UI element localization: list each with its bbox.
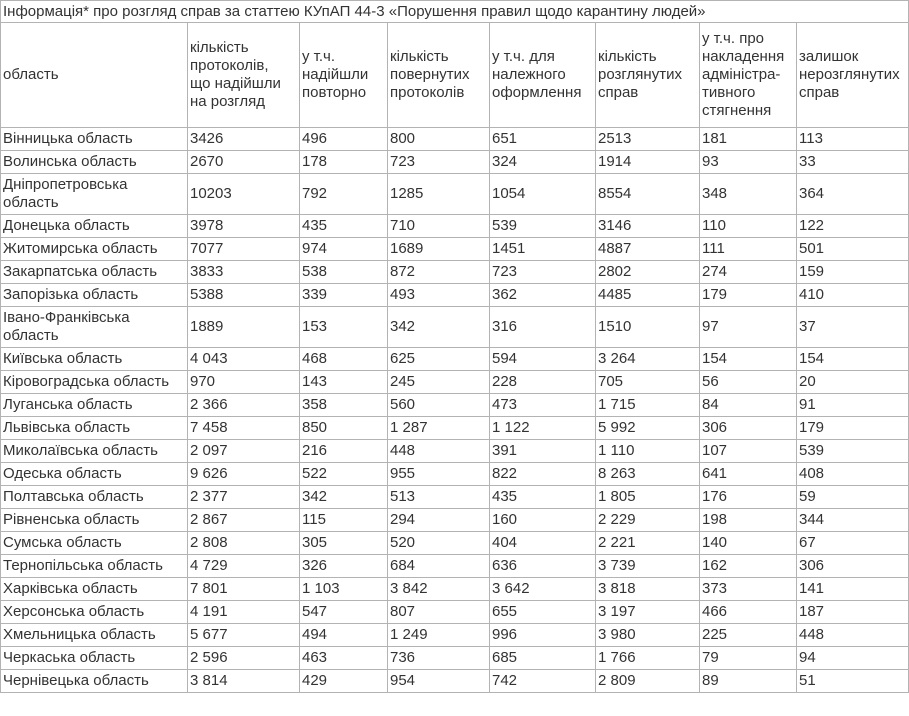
- penalty-cell: 179: [700, 284, 797, 307]
- region-cell: Київська область: [1, 348, 188, 371]
- considered-cell: 2 809: [596, 670, 700, 693]
- region-cell: Херсонська область: [1, 601, 188, 624]
- header-line: у т.ч. для: [492, 48, 555, 65]
- table-row: [1, 417, 909, 440]
- improper-cell: 473: [490, 394, 596, 417]
- table-row: [1, 371, 909, 394]
- protocols-received-cell: 9 626: [188, 463, 300, 486]
- considered-cell: 3 739: [596, 555, 700, 578]
- penalty-cell: 93: [700, 151, 797, 174]
- protocols-received-cell: 7077: [188, 238, 300, 261]
- penalty-cell: 110: [700, 215, 797, 238]
- returned-cell: 294: [388, 509, 490, 532]
- improper-cell: 651: [490, 128, 596, 151]
- returned-cell: 1 249: [388, 624, 490, 647]
- penalty-cell: 348: [700, 174, 797, 215]
- header-line: кількість: [190, 39, 249, 56]
- returned-cell: 1 287: [388, 417, 490, 440]
- returned-cell: 807: [388, 601, 490, 624]
- remaining-cell: 20: [797, 371, 909, 394]
- header-line: у т.ч. про: [702, 30, 764, 47]
- table-row: [1, 394, 909, 417]
- remaining-cell: 141: [797, 578, 909, 601]
- improper-cell: 316: [490, 307, 596, 348]
- remaining-cell: 33: [797, 151, 909, 174]
- returned-cell: 723: [388, 151, 490, 174]
- repeated-cell: 115: [300, 509, 388, 532]
- region-cell: Закарпатська область: [1, 261, 188, 284]
- region-cell: Житомирська область: [1, 238, 188, 261]
- repeated-cell: 468: [300, 348, 388, 371]
- protocols-received-cell: 4 043: [188, 348, 300, 371]
- repeated-cell: 547: [300, 601, 388, 624]
- considered-cell: 3146: [596, 215, 700, 238]
- considered-cell: 1 766: [596, 647, 700, 670]
- header-line: повернутих: [390, 66, 470, 83]
- protocols-received-cell: 970: [188, 371, 300, 394]
- region-cell: Кіровоградська область: [1, 371, 188, 394]
- remaining-cell: 159: [797, 261, 909, 284]
- penalty-cell: 225: [700, 624, 797, 647]
- region-cell: Сумська область: [1, 532, 188, 555]
- repeated-cell: 429: [300, 670, 388, 693]
- protocols-received-cell: 7 801: [188, 578, 300, 601]
- considered-cell: 2513: [596, 128, 700, 151]
- considered-cell: 3 197: [596, 601, 700, 624]
- penalty-cell: 84: [700, 394, 797, 417]
- remaining-cell: 122: [797, 215, 909, 238]
- repeated-cell: 305: [300, 532, 388, 555]
- repeated-cell: 1 103: [300, 578, 388, 601]
- protocols-received-cell: 4 191: [188, 601, 300, 624]
- header-line: справ: [598, 84, 639, 101]
- repeated-cell: 342: [300, 486, 388, 509]
- improper-cell: 636: [490, 555, 596, 578]
- returned-cell: 342: [388, 307, 490, 348]
- header-line: протоколів: [390, 84, 465, 101]
- region-cell: Луганська область: [1, 394, 188, 417]
- table-row: [1, 555, 909, 578]
- table-row: [1, 578, 909, 601]
- region-cell: Волинська область: [1, 151, 188, 174]
- remaining-cell: 187: [797, 601, 909, 624]
- protocols-received-cell: 3 814: [188, 670, 300, 693]
- penalty-cell: 641: [700, 463, 797, 486]
- improper-cell: 742: [490, 670, 596, 693]
- remaining-cell: 51: [797, 670, 909, 693]
- remaining-cell: 364: [797, 174, 909, 215]
- region-cell: Донецька область: [1, 215, 188, 238]
- table-row: [1, 128, 909, 151]
- improper-cell: 723: [490, 261, 596, 284]
- table-row: [1, 174, 909, 215]
- repeated-cell: 494: [300, 624, 388, 647]
- protocols-received-cell: 3978: [188, 215, 300, 238]
- considered-cell: 1 805: [596, 486, 700, 509]
- protocols-received-cell: 4 729: [188, 555, 300, 578]
- considered-cell: 3 980: [596, 624, 700, 647]
- header-returned: [388, 23, 490, 128]
- table-row: [1, 348, 909, 371]
- penalty-cell: 97: [700, 307, 797, 348]
- table-row: [1, 532, 909, 555]
- header-line: що надійшли: [190, 75, 281, 92]
- region-cell: Вінницька область: [1, 128, 188, 151]
- repeated-cell: 435: [300, 215, 388, 238]
- header-line: накладення: [702, 48, 785, 65]
- considered-cell: 1 715: [596, 394, 700, 417]
- improper-cell: 685: [490, 647, 596, 670]
- improper-cell: 160: [490, 509, 596, 532]
- table-row: [1, 440, 909, 463]
- considered-cell: 1914: [596, 151, 700, 174]
- remaining-cell: 179: [797, 417, 909, 440]
- protocols-received-cell: 2 808: [188, 532, 300, 555]
- returned-cell: 800: [388, 128, 490, 151]
- repeated-cell: 216: [300, 440, 388, 463]
- returned-cell: 955: [388, 463, 490, 486]
- repeated-cell: 974: [300, 238, 388, 261]
- header-line: надійшли: [302, 66, 369, 83]
- improper-cell: 228: [490, 371, 596, 394]
- protocols-received-cell: 2 596: [188, 647, 300, 670]
- improper-cell: 1 122: [490, 417, 596, 440]
- considered-cell: 1510: [596, 307, 700, 348]
- protocols-received-cell: 2670: [188, 151, 300, 174]
- penalty-cell: 181: [700, 128, 797, 151]
- protocols-received-cell: 7 458: [188, 417, 300, 440]
- improper-cell: 996: [490, 624, 596, 647]
- improper-cell: 1054: [490, 174, 596, 215]
- improper-cell: 655: [490, 601, 596, 624]
- remaining-cell: 448: [797, 624, 909, 647]
- repeated-cell: 792: [300, 174, 388, 215]
- penalty-cell: 162: [700, 555, 797, 578]
- repeated-cell: 463: [300, 647, 388, 670]
- header-region: область: [1, 23, 188, 128]
- table-title-row: [1, 1, 909, 23]
- returned-cell: 520: [388, 532, 490, 555]
- header-penalty: [700, 23, 797, 128]
- header-line: у т.ч.: [302, 48, 336, 65]
- region-cell: Дніпропетровська область: [1, 174, 188, 215]
- improper-cell: 404: [490, 532, 596, 555]
- improper-cell: 3 642: [490, 578, 596, 601]
- header-considered: [596, 23, 700, 128]
- region-cell: Хмельницька область: [1, 624, 188, 647]
- considered-cell: 8 263: [596, 463, 700, 486]
- protocols-received-cell: 2 867: [188, 509, 300, 532]
- header-line: залишок: [799, 48, 859, 65]
- penalty-cell: 111: [700, 238, 797, 261]
- region-cell: Львівська область: [1, 417, 188, 440]
- considered-cell: 3 264: [596, 348, 700, 371]
- table-row: [1, 486, 909, 509]
- repeated-cell: 358: [300, 394, 388, 417]
- protocols-received-cell: 3426: [188, 128, 300, 151]
- protocols-received-cell: 2 366: [188, 394, 300, 417]
- repeated-cell: 326: [300, 555, 388, 578]
- improper-cell: 1451: [490, 238, 596, 261]
- returned-cell: 710: [388, 215, 490, 238]
- table-row: [1, 284, 909, 307]
- returned-cell: 493: [388, 284, 490, 307]
- header-line: на розгляд: [190, 93, 265, 110]
- returned-cell: 560: [388, 394, 490, 417]
- table-row: [1, 670, 909, 693]
- header-line: повторно: [302, 84, 367, 101]
- repeated-cell: 850: [300, 417, 388, 440]
- returned-cell: 513: [388, 486, 490, 509]
- improper-cell: 391: [490, 440, 596, 463]
- penalty-cell: 89: [700, 670, 797, 693]
- returned-cell: 954: [388, 670, 490, 693]
- header-repeated: [300, 23, 388, 128]
- table-row: [1, 151, 909, 174]
- considered-cell: 2 221: [596, 532, 700, 555]
- penalty-cell: 466: [700, 601, 797, 624]
- header-line: стягнення: [702, 102, 772, 119]
- repeated-cell: 178: [300, 151, 388, 174]
- remaining-cell: 539: [797, 440, 909, 463]
- returned-cell: 684: [388, 555, 490, 578]
- repeated-cell: 339: [300, 284, 388, 307]
- header-line: адміністра-: [702, 66, 781, 83]
- remaining-cell: 410: [797, 284, 909, 307]
- returned-cell: 1689: [388, 238, 490, 261]
- header-improper: [490, 23, 596, 128]
- header-protocols-received: [188, 23, 300, 128]
- improper-cell: 594: [490, 348, 596, 371]
- considered-cell: 2 229: [596, 509, 700, 532]
- repeated-cell: 522: [300, 463, 388, 486]
- protocols-received-cell: 5 677: [188, 624, 300, 647]
- considered-cell: 1 110: [596, 440, 700, 463]
- protocols-received-cell: 10203: [188, 174, 300, 215]
- considered-cell: 2802: [596, 261, 700, 284]
- repeated-cell: 538: [300, 261, 388, 284]
- remaining-cell: 501: [797, 238, 909, 261]
- region-cell: Черкаська область: [1, 647, 188, 670]
- region-cell: Миколаївська область: [1, 440, 188, 463]
- remaining-cell: 59: [797, 486, 909, 509]
- table-row: [1, 307, 909, 348]
- table-title: Інформація* про розгляд справ за статтею КУпАП 44-3 «Порушення правил щодо карантину людей»: [1, 1, 909, 23]
- repeated-cell: 153: [300, 307, 388, 348]
- header-line: розглянутих: [598, 66, 682, 83]
- table-row: [1, 624, 909, 647]
- considered-cell: 3 818: [596, 578, 700, 601]
- remaining-cell: 154: [797, 348, 909, 371]
- region-cell: Рівненська область: [1, 509, 188, 532]
- table-row: [1, 261, 909, 284]
- remaining-cell: 37: [797, 307, 909, 348]
- header-remaining: [797, 23, 909, 128]
- considered-cell: 4887: [596, 238, 700, 261]
- improper-cell: 539: [490, 215, 596, 238]
- header-line: належного: [492, 66, 566, 83]
- penalty-cell: 154: [700, 348, 797, 371]
- penalty-cell: 79: [700, 647, 797, 670]
- remaining-cell: 94: [797, 647, 909, 670]
- repeated-cell: 143: [300, 371, 388, 394]
- header-line: справ: [799, 84, 840, 101]
- penalty-cell: 373: [700, 578, 797, 601]
- protocols-received-cell: 1889: [188, 307, 300, 348]
- considered-cell: 705: [596, 371, 700, 394]
- region-cell: Одеська область: [1, 463, 188, 486]
- returned-cell: 3 842: [388, 578, 490, 601]
- returned-cell: 872: [388, 261, 490, 284]
- region-cell: Запорізька область: [1, 284, 188, 307]
- region-cell: Харківська область: [1, 578, 188, 601]
- penalty-cell: 274: [700, 261, 797, 284]
- penalty-cell: 56: [700, 371, 797, 394]
- considered-cell: 4485: [596, 284, 700, 307]
- protocols-received-cell: 2 097: [188, 440, 300, 463]
- table-row: [1, 601, 909, 624]
- returned-cell: 245: [388, 371, 490, 394]
- improper-cell: 822: [490, 463, 596, 486]
- remaining-cell: 91: [797, 394, 909, 417]
- returned-cell: 736: [388, 647, 490, 670]
- region-cell: Полтавська область: [1, 486, 188, 509]
- table-header-row: [1, 23, 909, 128]
- protocols-received-cell: 3833: [188, 261, 300, 284]
- region-cell: Чернівецька область: [1, 670, 188, 693]
- returned-cell: 448: [388, 440, 490, 463]
- penalty-cell: 198: [700, 509, 797, 532]
- considered-cell: 8554: [596, 174, 700, 215]
- table-row: [1, 215, 909, 238]
- penalty-cell: 306: [700, 417, 797, 440]
- improper-cell: 362: [490, 284, 596, 307]
- remaining-cell: 113: [797, 128, 909, 151]
- table-row: [1, 463, 909, 486]
- header-line: тивного: [702, 84, 756, 101]
- table-row: [1, 509, 909, 532]
- considered-cell: 5 992: [596, 417, 700, 440]
- penalty-cell: 107: [700, 440, 797, 463]
- region-cell: Івано-Франківська область: [1, 307, 188, 348]
- returned-cell: 1285: [388, 174, 490, 215]
- region-cell: Тернопільська область: [1, 555, 188, 578]
- remaining-cell: 67: [797, 532, 909, 555]
- returned-cell: 625: [388, 348, 490, 371]
- header-line: протоколів,: [190, 57, 269, 74]
- remaining-cell: 408: [797, 463, 909, 486]
- header-line: кількість: [598, 48, 657, 65]
- table-row: [1, 647, 909, 670]
- table-row: [1, 238, 909, 261]
- header-line: нерозглянутих: [799, 66, 900, 83]
- protocols-received-cell: 5388: [188, 284, 300, 307]
- improper-cell: 324: [490, 151, 596, 174]
- remaining-cell: 344: [797, 509, 909, 532]
- penalty-cell: 140: [700, 532, 797, 555]
- header-line: оформлення: [492, 84, 582, 101]
- improper-cell: 435: [490, 486, 596, 509]
- protocols-received-cell: 2 377: [188, 486, 300, 509]
- remaining-cell: 306: [797, 555, 909, 578]
- penalty-cell: 176: [700, 486, 797, 509]
- repeated-cell: 496: [300, 128, 388, 151]
- header-line: кількість: [390, 48, 449, 65]
